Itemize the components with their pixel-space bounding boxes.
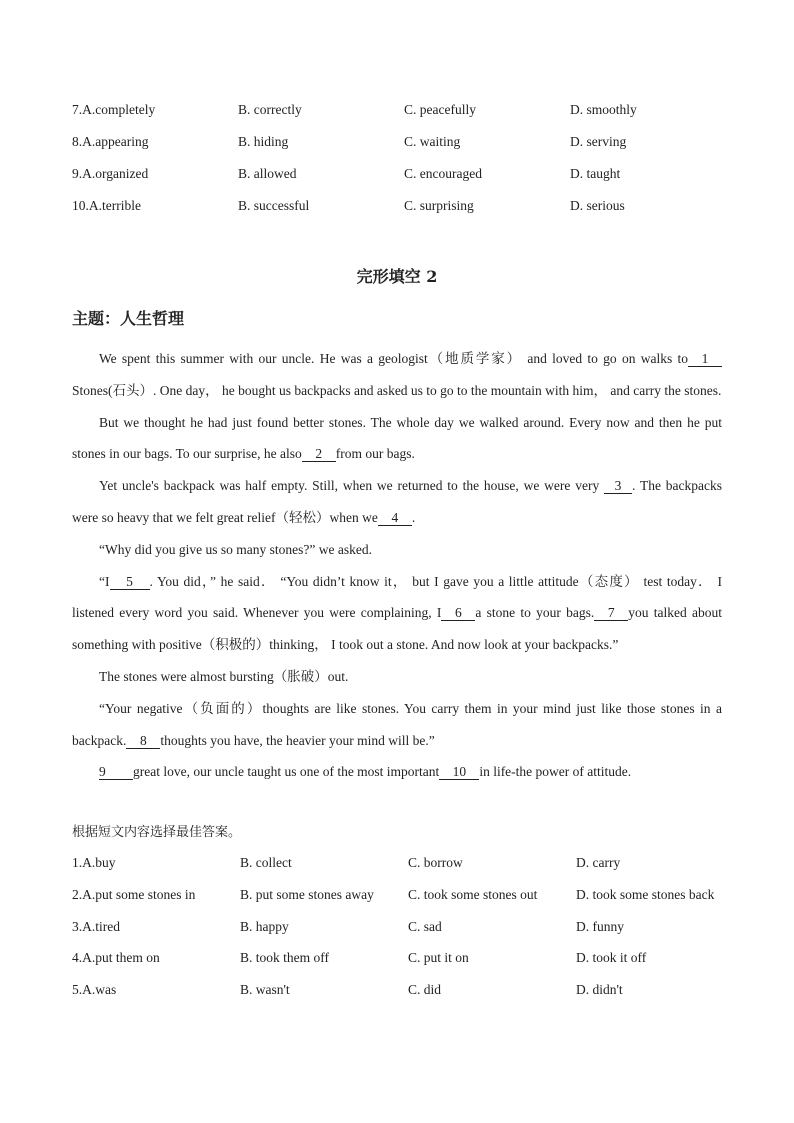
option-a: 2.A.put some stones in <box>72 887 196 902</box>
option-a: 8.A.appearing <box>72 134 149 149</box>
paragraph <box>72 470 722 534</box>
blank-10: 10 <box>439 764 479 780</box>
paragraph <box>72 693 722 757</box>
blank-9: 9 <box>99 764 133 780</box>
cloze-passage <box>72 343 722 788</box>
option-d: D. smoothly <box>570 102 637 117</box>
option-b: B. correctly <box>238 102 302 117</box>
passage-text: Yet uncle's backpack was half empty. Still, when we returned to the house, we were very <box>99 478 600 494</box>
option-a: 7.A.completely <box>72 102 156 117</box>
passage-text: But we thought he had just found better stones. The whole day we walked around. Every now and then he put stones in our bags. To our surprise, he also <box>72 414 722 462</box>
option-d: D. didn't <box>576 982 623 997</box>
option-row-3 <box>72 917 732 937</box>
option-d: D. taught <box>570 166 621 181</box>
option-a: 4.A.put them on <box>72 950 160 965</box>
blank-6: 6 <box>441 605 475 621</box>
blank-4: 4 <box>378 510 412 526</box>
option-b: B. hiding <box>238 134 289 149</box>
paragraph <box>72 534 722 566</box>
passage-text: a stone to your bags. <box>475 605 595 621</box>
passage-text: . The backpacks were so heavy that we felt great relief（轻松）when we <box>72 478 723 525</box>
option-c: C. borrow <box>408 855 463 870</box>
section-title: 完形填空 2 <box>356 267 438 286</box>
passage-text: “Your negative（负面的）thoughts are like stones. You carry them in your mind just like those stones in a backpack. <box>72 700 722 748</box>
blank-3: 3 <box>604 478 632 494</box>
passage-text: . <box>411 509 416 525</box>
passage-text: great love, our uncle taught us one of the most important <box>133 764 440 780</box>
option-row-4 <box>72 948 732 968</box>
option-row-10 <box>72 196 732 216</box>
theme-heading: 主题：人生哲理 <box>72 309 185 328</box>
passage-text: thoughts you have, the heavier your mind will be.” <box>160 732 435 748</box>
option-b: B. collect <box>240 855 292 870</box>
option-a: 9.A.organized <box>72 166 149 181</box>
paragraph <box>72 566 722 661</box>
option-c: C. put it on <box>408 950 469 965</box>
blank-5: 5 <box>110 574 150 590</box>
option-row-2 <box>72 885 732 905</box>
paragraph <box>72 661 722 693</box>
passage-text: you talked about something with positive（积极的）thinking， I took out a stone. And now look at your backpacks.” <box>72 605 722 653</box>
option-d: D. took some stones back <box>576 887 715 902</box>
option-b: B. allowed <box>238 166 297 181</box>
option-c: C. did <box>408 982 442 997</box>
passage-text: “Why did you give us so many stones?” we asked. <box>99 541 372 557</box>
option-a: 5.A.was <box>72 982 117 997</box>
passage-text: from our bags. <box>335 446 415 462</box>
option-a: 10.A.terrible <box>72 198 141 213</box>
paragraph <box>72 407 722 471</box>
option-a: 1.A.buy <box>72 855 116 870</box>
option-c: C. took some stones out <box>408 887 538 902</box>
passage-text: . You did，” he said． “You didn’t know it， but I gave you a little attitude（态度） test today． I listened every word you said. Whenever you were complaining, I <box>72 573 722 621</box>
option-b: B. wasn't <box>240 982 290 997</box>
passage-text: The stones were almost bursting（胀破）out. <box>99 668 349 684</box>
option-b: B. happy <box>240 919 289 934</box>
option-d: D. serving <box>570 134 627 149</box>
option-row-7 <box>72 100 732 120</box>
option-d: D. serious <box>570 198 625 213</box>
option-b: B. successful <box>238 198 310 213</box>
blank-8: 8 <box>126 733 160 749</box>
option-row-1 <box>72 853 732 873</box>
option-row-9 <box>72 164 732 184</box>
option-c: C. waiting <box>404 134 461 149</box>
option-a: 3.A.tired <box>72 919 120 934</box>
passage-text: We spent this summer with our uncle. He was a geologist（地质学家） and loved to go on walks to <box>99 351 688 366</box>
paragraph <box>72 343 722 407</box>
instruction-text: 根据短文内容选择最佳答案。 <box>72 825 242 840</box>
blank-1: 1 <box>688 351 722 367</box>
option-c: C. encouraged <box>404 166 482 181</box>
option-b: B. put some stones away <box>240 887 374 902</box>
option-c: C. sad <box>408 919 442 934</box>
blank-2: 2 <box>302 446 336 462</box>
option-d: D. carry <box>576 855 621 870</box>
option-d: D. took it off <box>576 950 647 965</box>
option-d: D. funny <box>576 919 624 934</box>
passage-text: in life-the power of attitude. <box>479 764 632 780</box>
passage-text: “I <box>99 573 110 589</box>
option-b: B. took them off <box>240 950 329 965</box>
option-row-5 <box>72 980 732 1000</box>
blank-7: 7 <box>594 605 628 621</box>
option-c: C. peacefully <box>404 102 476 117</box>
paragraph <box>72 756 722 788</box>
option-c: C. surprising <box>404 198 474 213</box>
option-row-8 <box>72 132 732 152</box>
passage-text: Stones(石头）. One day， he bought us backpacks and asked us to go to the mountain with him， and carry the stones. <box>72 382 722 398</box>
